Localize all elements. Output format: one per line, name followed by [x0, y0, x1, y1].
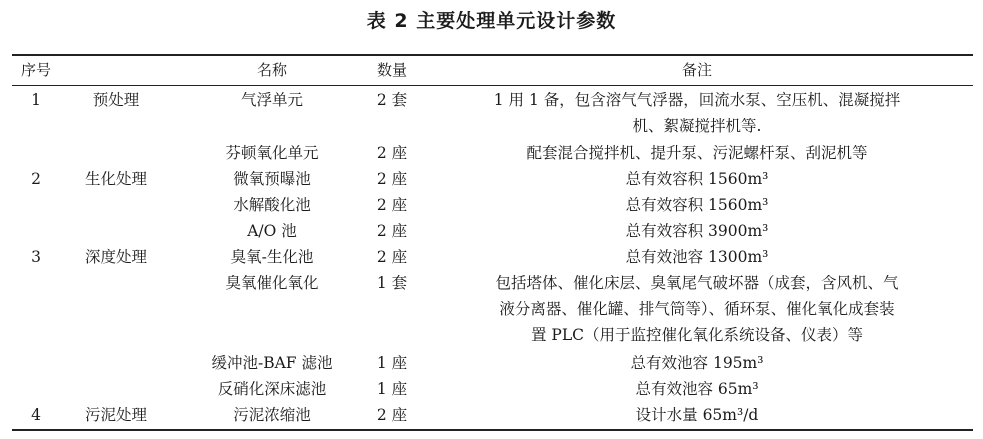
row-note	[432, 218, 962, 244]
note-line: 总有效容积 1560m³	[625, 196, 769, 214]
row-name: 气浮单元	[240, 91, 303, 109]
header-name: 名称	[256, 61, 287, 79]
row-qty: 2 座	[376, 170, 408, 188]
row-note	[432, 87, 962, 139]
row-category: 污泥处理	[84, 406, 147, 424]
row-name: 芬顿氧化单元	[225, 144, 319, 162]
row-note	[432, 350, 962, 376]
row-note	[432, 192, 962, 218]
row-note	[432, 402, 962, 428]
note-line: 设计水量 65m³/d	[635, 406, 759, 424]
note-line: 总有效池容 65m³	[635, 380, 759, 398]
note-line: 总有效池容 1300m³	[625, 248, 769, 266]
row-note	[432, 270, 962, 348]
row-name: 臭氧催化氧化	[225, 274, 319, 292]
row-note	[432, 244, 962, 270]
row-qty: 1 座	[376, 354, 408, 372]
header-note: 备注	[681, 61, 712, 79]
row-note	[432, 140, 962, 166]
row-qty: 2 座	[376, 248, 408, 266]
row-category: 深度处理	[84, 248, 147, 266]
header-rule	[12, 85, 973, 86]
row-name: 水解酸化池	[233, 196, 311, 214]
note-line: 机、絮凝搅拌机等.	[632, 117, 762, 135]
note-line: 置 PLC（用于监控催化氧化系统设备、仪表）等	[530, 326, 863, 344]
note-line: 液分离器、催化罐、排气筒等）、循环泵、催化氧化成套装	[499, 300, 895, 318]
top-rule	[12, 54, 973, 56]
row-name: 反硝化深床滤池	[217, 380, 327, 398]
note-line: 总有效容积 1560m³	[625, 170, 769, 188]
row-name: 缓冲池-BAF 滤池	[211, 354, 333, 372]
note-line: 配套混合搅拌机、提升泵、污泥螺杆泵、刮泥机等	[526, 144, 868, 162]
bottom-rule	[12, 429, 973, 431]
row-name: 臭氧-生化池	[230, 248, 314, 266]
row-qty: 2 座	[376, 222, 408, 240]
row-no: 2	[31, 170, 41, 188]
row-qty: 2 座	[376, 406, 408, 424]
row-qty: 1 套	[376, 274, 408, 292]
header-no: 序号	[20, 61, 51, 79]
row-name: A/O 池	[247, 222, 297, 240]
note-line: 包括塔体、催化床层、臭氧尾气破坏器（成套，含风机、气	[495, 274, 899, 292]
row-name: 微氧预曝池	[233, 170, 311, 188]
note-line: 总有效池容 195m³	[630, 354, 764, 372]
note-line: 总有效容积 3900m³	[625, 222, 769, 240]
row-qty: 2 座	[376, 196, 408, 214]
row-note	[432, 376, 962, 402]
note-line: 1 用 1 备，包含溶气气浮器，回流水泵、空压机、混凝搅拌	[493, 91, 901, 109]
row-no: 4	[31, 406, 41, 424]
row-category: 生化处理	[84, 170, 147, 188]
table-title: 表 2 主要处理单元设计参数	[366, 10, 617, 32]
row-note	[432, 166, 962, 192]
row-no: 1	[31, 91, 41, 109]
row-no: 3	[31, 248, 41, 266]
row-category: 预处理	[92, 91, 140, 109]
row-qty: 2 座	[376, 144, 408, 162]
row-qty: 1 座	[376, 380, 408, 398]
row-name: 污泥浓缩池	[233, 406, 311, 424]
row-qty: 2 套	[376, 91, 408, 109]
header-qty: 数量	[376, 61, 407, 79]
